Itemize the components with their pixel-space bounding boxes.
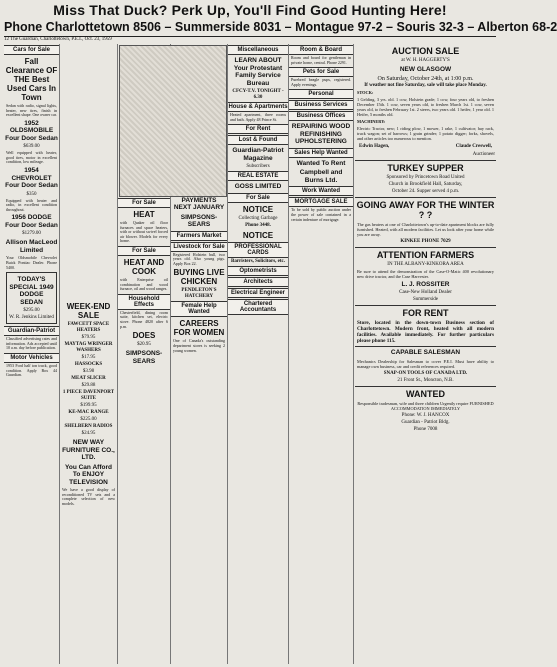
divider: [355, 346, 496, 347]
turkey-date: October 24. Supper served 4 p.m.: [391, 188, 460, 194]
buying-chicken: BUYING LIVE CHICKEN: [173, 268, 225, 287]
body-text: Classified advertising rates and information. Ads accepted until 10 a.m. day before publication.: [6, 336, 57, 351]
section-head-rent: For Rent: [228, 124, 288, 134]
machinery-head: MACHINERY:: [357, 118, 386, 124]
price-maytag: $17.95: [81, 355, 96, 360]
winter-title: GOING AWAY FOR THE WINTER ? ?: [356, 199, 495, 220]
price-chev: $350: [26, 191, 37, 197]
farmers-title: ATTENTION FARMERS: [376, 249, 475, 260]
divider: [355, 197, 496, 198]
simpsons-sears-2: SIMPSONS-SEARS: [180, 213, 218, 229]
auction-date: On Saturday, October 24th, at 1:00 p.m.: [377, 75, 474, 82]
dealer-allison: Allison MacLeod Limited: [5, 239, 58, 254]
wanted-phone: Phone: W. J. HANCOX: [401, 412, 450, 418]
section-head-house: House & Apartments: [228, 104, 288, 110]
section-head-realestate: REAL ESTATE: [228, 171, 288, 181]
collecting-garbage: Collecting Garbage: [238, 215, 278, 221]
turkey-sponsor: Sponsored by Princetown Road United: [386, 174, 465, 180]
section-head-room: Room & Board: [289, 45, 353, 55]
body-text: To be sold by public auction under the power of sale contained in a certain indenture of mortgage.: [291, 207, 351, 222]
price-range: $225.00: [80, 417, 97, 422]
body-text: Purebred beagle pups, registered. Apply evenings.: [291, 77, 351, 87]
price-heaters: $79.95: [81, 335, 96, 340]
phone-line: Phone Charlottetown 8506 – Summerside 8031 – Montague 97-2 – Souris 32-3 – Alberton 68-2: [4, 20, 557, 34]
price-does: $20.95: [137, 342, 151, 348]
section-head-optometrists: Optometrists: [228, 266, 288, 276]
goss-limited: GOSS LIMITED: [234, 183, 282, 191]
divider: [355, 386, 496, 387]
wanted-rent: Wanted To Rent: [296, 159, 346, 167]
ad-heaters: FAWCETT SPACE HEATERS: [67, 322, 110, 333]
dealer-jenkins: W. R. Jenkins Limited: [9, 315, 54, 321]
body-text: Well equipped with heater, good tires, motor in excellent condition, low mileage.: [6, 150, 57, 165]
section-head-electrical: Electrical Engineer: [228, 288, 288, 298]
farmers-text: Be sure to attend the demonstration of the Case-O-Matic 400 revolutionary new drive tractor, and the Case Harvester.: [357, 268, 494, 279]
column-heat: [118, 44, 171, 664]
rossiter: L. J. ROSSITER: [401, 280, 450, 288]
divider: [355, 247, 496, 248]
section-head-misc: Miscellaneous: [228, 45, 288, 55]
section-head-professional: PROFESSIONAL CARDS: [228, 242, 288, 258]
snapon-addr: 21 Front St., Moncton, N.B.: [397, 377, 454, 383]
cfcy-tv: CFCY-T.V. TONIGHT - 6.30: [232, 89, 284, 100]
column-right: [355, 44, 496, 664]
turkey-place: Church in Brookfield Hall, Saturday,: [388, 181, 463, 187]
column-room-board: [289, 44, 354, 664]
body-text: One of Canada's outstanding department stores is seeking 2 young women.: [173, 338, 225, 353]
column-misc: [228, 44, 289, 664]
ad-does: DOES: [132, 331, 156, 341]
body-text: Sedan with radio, signal lights, heater, new tires, finish in excellent shape. One owner car.: [6, 103, 57, 118]
price-slicer: $29.88: [81, 383, 96, 388]
stock-list: 1 Gelding, 3 yrs. old. 1 cow, Holstein grade; 1 cow, four years old, to freshen December 15th. 1 cow, seven years old, to freshen March 1st. 1 cow, seven years old, to freshen February 1st. 2 steers, two years old. 1 heifer, 1 year old. 1 Heifer, 5 months old.: [357, 96, 494, 117]
section-head-guardian: Guardian-Patriot: [4, 326, 59, 336]
machinery-list: Electric Tractor, new; 1 riding plow, 1 mower, 1 rake, 1 cultivator; hay rack, truck wagon; set of harrows; 1 grain grinder; 1 potato digger; forks, shovels, and other articles too numerous to mention.: [357, 125, 494, 141]
divider: [355, 305, 496, 306]
repairing: REPAIRING WOOD REFINISHING UPHOLSTERING: [291, 123, 351, 146]
folio: 12 The Guardian, Charlottetown, P.E.I., Oct. 23, 1959: [4, 36, 496, 42]
ad-heat: HEAT: [133, 210, 155, 219]
winter-text: The gas heaters at one of Charlottetown's up-to-date apartment blocks are fully furnished. Heated, with all modern facilities. Let us look after your home while you are away.: [357, 221, 494, 237]
notice-1: NOTICE: [242, 204, 274, 214]
body-text: Registered Holstein bull, two years old. Also young pigs. Apply Box 22.: [173, 251, 225, 266]
auction-sub: at W. H. HAGGERTY'S: [401, 58, 450, 63]
ad-range: KE-MAC RANGE: [68, 410, 109, 415]
afford-television: You Can Afford To ENJOY TELEVISION: [65, 463, 112, 486]
column-cars: [4, 44, 60, 664]
section-head-sales-help: Sales Help Wanted: [289, 148, 353, 158]
pendleton: PENDLETON'S HATCHERY: [181, 288, 217, 300]
snapon: SNAP-ON TOOLS OF CANADA LTD.: [383, 370, 468, 376]
headline: Miss That Duck? Perk Up, You'll Find Good Hunting Here!: [53, 2, 447, 18]
fall-clearance: Fall Clearance OF THE Best Used Cars In Town: [5, 57, 58, 102]
rossiter-place: Summerside: [413, 297, 438, 302]
ad-chev: 1954 CHEVROLET Four Door Sedan: [5, 167, 58, 190]
column-weekend-sale: [60, 44, 118, 664]
section-head-sale-3: For Sale: [228, 193, 288, 203]
protestant-bureau: LEARN ABOUT Your Protestant Family Service Bureau: [233, 57, 283, 87]
wanted-sub: Guardian - Patriot Bldg.: [401, 419, 450, 425]
ad-radios: SHELBERN RADIOS: [64, 424, 113, 429]
section-head-market: Farmers Market: [171, 231, 227, 241]
weekend-sale: WEEK-END SALE: [66, 302, 111, 320]
section-head-female-2: Female Help Wanted: [171, 301, 227, 317]
body-text: Your Oldsmobile Chevrolet Buick Pontiac Dealer. Phone 5400.: [6, 255, 57, 270]
section-head-accountants: Chartered Accountants: [228, 299, 288, 315]
wanted-ph2: Phone 7008: [413, 426, 438, 432]
section-head-mortgage: MORTGAGE SALE: [289, 197, 353, 207]
section-head-offices: Business Offices: [289, 111, 353, 121]
forrent-title: FOR RENT: [402, 308, 449, 318]
phone-3448: Phone 3448.: [245, 222, 271, 228]
section-head-sale-2: For Sale: [118, 246, 170, 256]
notice-2: NOTICE: [242, 230, 274, 240]
body-text: Equipped with heater and radio, in excellent condition throughout.: [6, 197, 57, 212]
auction-title: AUCTION SALE: [391, 46, 460, 56]
auction-place: NEW GLASGOW: [399, 66, 452, 73]
wanted-text: Responsible tradesman, wife and three children Urgently require FURNISHED ACCOMMODATION IMMEDIATELY: [357, 400, 494, 411]
auction-note: If weather not fine Saturday, sale will take place Monday.: [364, 82, 487, 88]
ad-olds: 1952 OLDSMOBILE Four Door Sedan: [5, 119, 58, 142]
clerk-role: Auctioneer: [472, 151, 495, 157]
section-head-lost: Lost & Found: [228, 135, 288, 145]
ad-slicer: MEAT SLICER: [71, 376, 106, 381]
first-payments: PAYMENTS NEXT JANUARY: [173, 196, 225, 212]
section-head-motor: Motor Vehicles: [4, 353, 59, 363]
body-text: with Quaker oil floor furnaces and space heaters, with or without swivel forced air blower. Models for every home.: [120, 220, 168, 244]
price-hassocks: $3.98: [82, 369, 95, 374]
body-text: Chesterfield, dining room suite, kitchen set, electric stove. Phone 4820 after 6 p.m.: [120, 309, 168, 329]
salesman-title: CAPABLE SALESMAN: [390, 349, 461, 356]
barristers: Barristers, Solicitors, etc.: [230, 258, 285, 264]
section-head-work: Work Wanted: [289, 186, 353, 196]
clerk: Claude Creswell,: [455, 143, 492, 149]
section-head-livestock: Livestock for Sale: [171, 242, 227, 252]
body-text: 1953 Ford half ton truck, good condition. Apply Box 44 Guardian.: [6, 362, 57, 378]
section-head-household: Household Effects: [118, 294, 170, 310]
careers-women: CAREERS FOR WOMEN: [173, 319, 225, 338]
salesman-text: Mechanics Dealership for Salesman to cover P.E.I. Must have ability to manage own business, car and credit references required.: [357, 358, 494, 369]
section-head-pets: Pets for Sale: [289, 67, 353, 77]
body-text: Heated apartment, three rooms and bath. Apply 48 Prince St.: [230, 112, 286, 122]
guardian-magazine: Guardian-Patriot Magazine: [232, 147, 284, 162]
section-head-sale: For Sale: [118, 198, 170, 208]
farmers-sub: IN THE ALBANY-KINKORA AREA: [387, 261, 464, 267]
new-way-furniture: NEW WAY FURNITURE CO., LTD.: [62, 439, 115, 461]
subscribers: Subscribers: [246, 164, 270, 170]
simpsons-sears-1: SIMPSONS-SEARS: [125, 350, 163, 365]
section-head-architects: Architects: [228, 277, 288, 287]
price-dodge: $1279.00: [22, 231, 41, 237]
ad-heat-cook: HEAT AND COOK: [123, 257, 165, 276]
wanted-title: WANTED: [406, 388, 445, 399]
stock-head: STOCK:: [357, 89, 374, 95]
auctioneer: Edwin Hagen,: [359, 143, 390, 149]
price-olds: $639.00: [23, 144, 40, 150]
body-text: We have a good display of reconditioned TV sets and a complete selection of new models.: [62, 487, 115, 506]
ad-davenport: 1 PIECE DAVENPORT SUITE: [62, 390, 115, 401]
ad-maytag: MAYTAG WRINGER WASHERS: [64, 342, 113, 353]
rossiter-role: Case-New Holland Dealer: [399, 290, 452, 295]
body-text: with Enterprise oil combination and wood furnace, oil and wood ranges.: [120, 276, 168, 292]
ad-dodge: 1956 DODGE Four Door Sedan: [5, 214, 58, 229]
price-radios: $24.95: [81, 431, 96, 436]
turkey-title: TURKEY SUPPER: [387, 162, 464, 173]
body-text: Room and board for gentleman in private home, central. Phone 2291.: [291, 55, 351, 65]
comic-strip: [119, 45, 227, 197]
divider: [355, 160, 496, 161]
campbell-burns: Campbell and Burns Ltd.: [299, 169, 343, 184]
forrent-text: Store, located in the down-town Business section of Charlottetown. Modern front, heated with all modern facilities. Available immediately. For further particulars please phone 115.: [357, 320, 494, 344]
section-head-personal: Personal: [289, 89, 353, 99]
price-special: $295.00: [23, 308, 40, 314]
section-head-cars: Cars for Sale: [4, 45, 59, 55]
winter-phone: KINKEE PHONE 7029: [400, 238, 451, 244]
ad-hassocks: HASSOCKS: [74, 362, 103, 367]
section-head-services: Business Services: [289, 100, 353, 110]
price-davenport: $199.95: [80, 403, 97, 408]
todays-special: TODAY'S SPECIAL 1949 DODGE SEDAN: [9, 276, 54, 306]
